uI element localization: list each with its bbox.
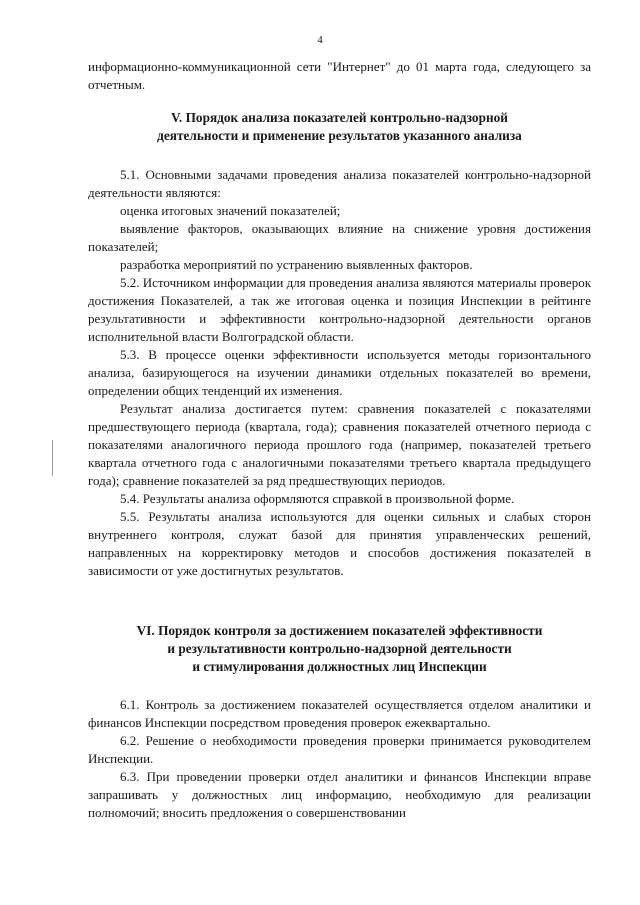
list-item: выявление факторов, оказывающих влияние на снижение уровня достижения показателей; xyxy=(88,221,591,254)
section6-heading-line: и результативности контрольно-надзорной деятельности xyxy=(167,641,512,656)
section6-body xyxy=(88,696,591,822)
paragraph-5-1: 5.1. Основными задачами проведения анализа показателей контрольно-надзорной деятельности являются: xyxy=(88,167,591,200)
section5-heading-line: деятельности и применение результатов указанного анализа xyxy=(157,128,522,143)
paragraph-6-1: 6.1. Контроль за достижением показателей осуществляется отделом аналитики и финансов Инспекции посредством проведения проверок ежеквартально. xyxy=(88,697,591,730)
paragraph-analysis-result: Результат анализа достигается путем: сравнения показателей с показателями предшествующего периода (квартала, года); сравнения показателей отчетного периода с показателями аналогичного периода прошлого года (например, показателей третьего квартала отчетного года с аналогичными показателями третьего квартала предыдущего года); сравнение показателей за ряд предшествующих периодов. xyxy=(88,401,591,488)
paragraph-6-2: 6.2. Решение о необходимости проведения проверки принимается руководителем Инспекции. xyxy=(88,733,591,766)
section6-heading-line: и стимулирования должностных лиц Инспекции xyxy=(192,659,487,674)
scan-artifact-line xyxy=(52,440,53,476)
page-number: 4 xyxy=(317,34,323,46)
paragraph-5-2: 5.2. Источником информации для проведения анализа являются материалы проверок достижения Показателей, а так же итоговая оценка и позиция Инспекции в рейтинге результативности и эффективности контрольно-надзорной деятельности органов исполнительной власти Волгоградской области. xyxy=(88,275,592,344)
section6-heading-line: VI. Порядок контроля за достижением показателей эффективности xyxy=(136,623,543,638)
section5-heading-line: V. Порядок анализа показателей контрольно-надзорной xyxy=(171,110,508,125)
paragraph-5-4: 5.4. Результаты анализа оформляются справкой в произвольной форме. xyxy=(120,491,515,506)
paragraph-6-3: 6.3. При проведении проверки отдел аналитики и финансов Инспекции вправе запрашивать у должностных лиц информацию, необходимую для реализации полномочий; вносить предложения о совершенствовании xyxy=(88,769,591,820)
paragraph-5-5: 5.5. Результаты анализа используются для оценки сильных и слабых сторон внутреннего контроля, служат базой для принятия управленческих решений, направленных на корректировку методов и способов достижения показателей в зависимости от уже достигнутых результатов. xyxy=(88,509,591,578)
section5-heading xyxy=(88,109,591,145)
section5-body xyxy=(88,166,591,580)
document-body xyxy=(88,58,591,822)
list-item: разработка мероприятий по устранению выявленных факторов. xyxy=(120,257,473,272)
intro-paragraph: информационно-коммуникационной сети "Интернет" до 01 марта года, следующего за отчетным. xyxy=(88,59,591,92)
section6-heading xyxy=(88,622,591,676)
paragraph-5-3: 5.3. В процессе оценки эффективности используется методы горизонтального анализа, базирующегося на изучении динамики отдельных показателей во времени, определении общих тенденций их изменения. xyxy=(88,347,591,398)
list-item: оценка итоговых значений показателей; xyxy=(120,203,341,218)
